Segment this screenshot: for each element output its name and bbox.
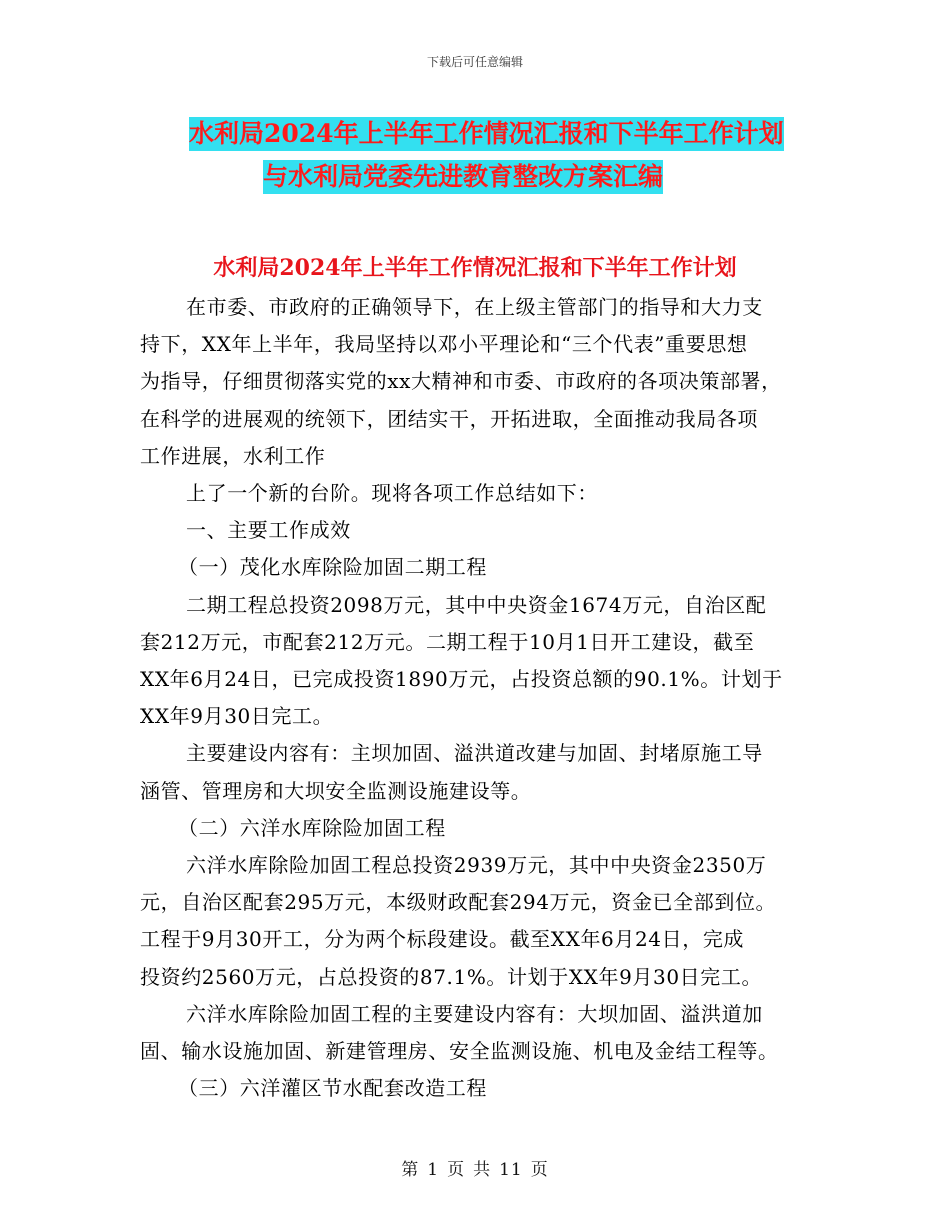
paragraph-line: 在市委、市政府的正确领导下，在上级主管部门的指导和大力支 [186, 295, 763, 319]
paragraph-line: 上了一个新的台阶。现将各项工作总结如下： [186, 481, 598, 506]
page-footer [0, 1155, 950, 1180]
paragraph-line: 工程于9月30开工，分为两个标段建设。截至XX年6月24日，完成 [140, 927, 745, 952]
document-title-line-2 [0, 157, 950, 193]
heading-line: （一）茂化水库除险加固二期工程 [178, 555, 487, 580]
paragraph-line: 持下，XX年上半年，我局坚持以邓小平理论和“三个代表”重要思想 [140, 332, 748, 357]
document-body [140, 289, 815, 1107]
title-highlight-2: 与水利局党委先进教育整改方案汇编 [263, 160, 663, 194]
header-note: 下载后可任意编辑 [426, 55, 523, 69]
footer-total-pages: 11 [499, 1160, 523, 1180]
paragraph-line: 涵管、管理房和大坝安全监测设施建设等。 [140, 778, 532, 803]
paragraph-line: 六洋水库除险加固工程总投资2939万元，其中中央资金2350万 [186, 853, 767, 878]
paragraph-line: 固、输水设施加固、新建管理房、安全监测设施、机电及金结工程等。 [140, 1039, 779, 1064]
paragraph-line: XX年9月30日完工。 [140, 704, 334, 729]
paragraph-line: 元，自治区配套295万元，本级财政配套294万元，资金已全部到位。 [140, 890, 777, 915]
title-highlight-1: 水利局2024年上半年工作情况汇报和下半年工作计划 [189, 117, 784, 151]
paragraph-line: 套212万元，市配套212万元。二期工程于10月1日开工建设，截至 [140, 629, 755, 654]
section-title: 水利局2024年上半年工作情况汇报和下半年工作计划 [213, 255, 737, 281]
paragraph-line: XX年6月24日，已完成投资1890万元，占投资总额的90.1%。计划于 [140, 667, 783, 692]
paragraph-line: 六洋水库除险加固工程的主要建设内容有：大坝加固、溢洪道加 [186, 1001, 763, 1026]
document-title-line-1 [0, 114, 950, 150]
heading-line: （二）六洋水库除险加固工程 [178, 815, 446, 840]
paragraph-line: 二期工程总投资2098万元，其中中央资金1674万元，自治区配 [186, 592, 767, 617]
heading-line: （三）六洋灌区节水配套改造工程 [178, 1076, 487, 1101]
paragraph-line: 主要建设内容有：主坝加固、溢洪道改建与加固、封堵原施工导 [186, 741, 763, 766]
paragraph-line: 在科学的进展观的统领下，团结实干，开拓进取，全面推动我局各项 [140, 406, 758, 431]
footer-label-pre: 第 [401, 1160, 420, 1180]
footer-total-label: 共 [473, 1160, 492, 1180]
footer-label-mid: 页 [447, 1160, 466, 1180]
paragraph-line: 投资约2560万元，占总投资的87.1%。计划于XX年9月30日完工。 [140, 964, 763, 989]
footer-page-number: 1 [427, 1160, 440, 1180]
paragraph-line: 工作进展，水利工作 [140, 443, 326, 468]
paragraph-line: 为指导，仔细贯彻落实党的xx大精神和市委、市政府的各项决策部署， [140, 369, 782, 394]
heading-line: 一、主要工作成效 [186, 518, 351, 543]
footer-label-post: 页 [530, 1160, 549, 1180]
